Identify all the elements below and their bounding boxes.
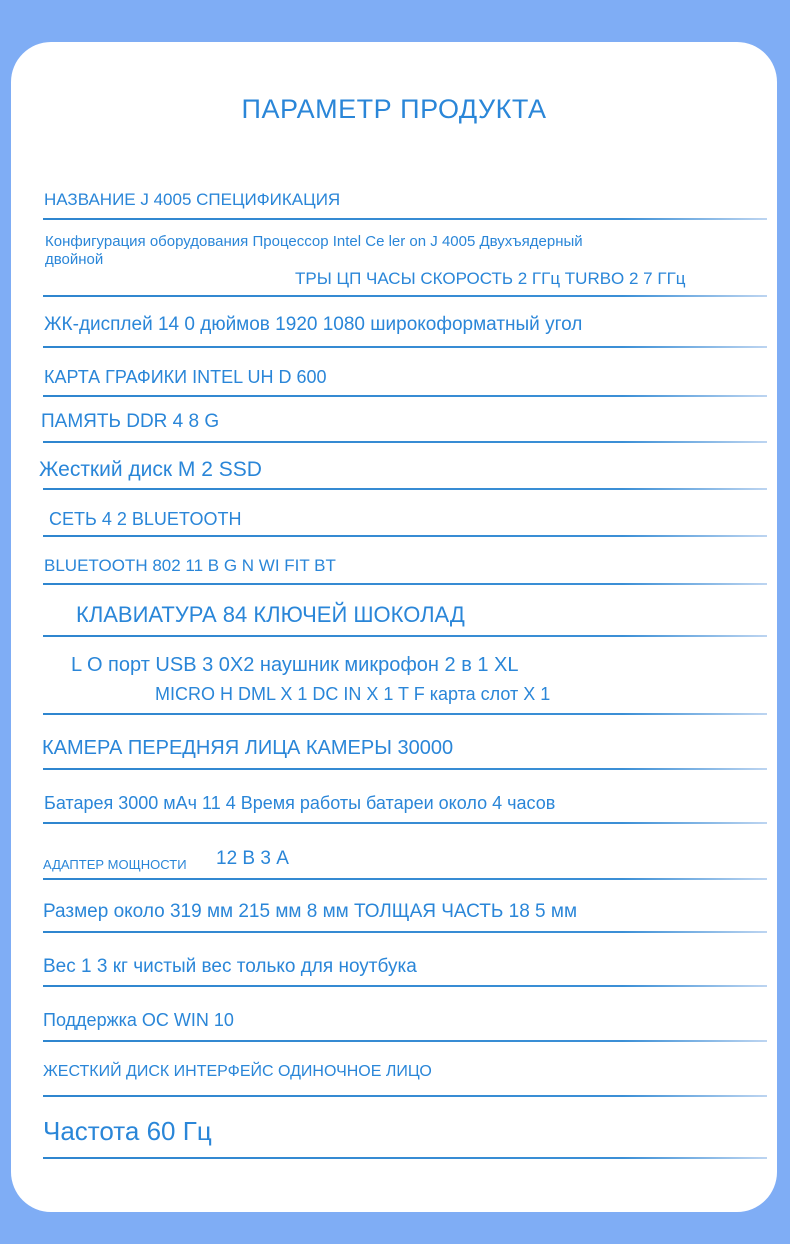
spec-text: ЖЕСТКИЙ ДИСК ИНТЕРФЕЙС ОДИНОЧНОЕ ЛИЦО bbox=[43, 1063, 432, 1080]
divider bbox=[43, 535, 767, 537]
divider bbox=[43, 583, 767, 585]
spec-text: ПАМЯТЬ DDR 4 8 G bbox=[41, 411, 220, 432]
divider bbox=[43, 346, 767, 348]
spec-text-line2: MICRO H DML X 1 DC IN X 1 T F карта слот X 1 bbox=[155, 684, 551, 704]
spec-label: АДАПТЕР МОЩНОСТИ bbox=[43, 857, 187, 872]
spec-text: Поддержка ОС WIN 10 bbox=[43, 1010, 234, 1030]
spec-text: Частота 60 Гц bbox=[43, 1116, 212, 1146]
divider bbox=[43, 878, 767, 880]
spec-text-line3: ТРЫ ЦП ЧАСЫ СКОРОСТЬ 2 ГГц TURBO 2 7 ГГц bbox=[295, 269, 686, 288]
divider bbox=[43, 635, 767, 637]
spec-text-line1: Конфигурация оборудования Процессор Intel Ce ler on J 4005 Двухъядерный bbox=[45, 233, 583, 250]
divider bbox=[43, 218, 767, 220]
spec-value: 12 В 3 А bbox=[216, 848, 289, 869]
divider bbox=[43, 295, 767, 297]
spec-text: Жесткий диск M 2 SSD bbox=[39, 458, 262, 481]
page-title: ПАРАМЕТР ПРОДУКТА bbox=[241, 94, 547, 124]
spec-text: Размер около 319 мм 215 мм 8 мм ТОЛЩАЯ ЧАСТЬ 18 5 мм bbox=[43, 901, 578, 922]
divider bbox=[43, 1157, 767, 1159]
spec-text: СЕТЬ 4 2 BLUETOOTH bbox=[49, 509, 242, 529]
spec-text: КАРТА ГРАФИКИ INTEL UH D 600 bbox=[44, 367, 327, 387]
spec-text: BLUETOOTH 802 11 B G N WI FIT BT bbox=[44, 556, 336, 575]
divider bbox=[43, 395, 767, 397]
spec-text: НАЗВАНИЕ J 4005 СПЕЦИФИКАЦИЯ bbox=[44, 190, 341, 209]
spec-card bbox=[11, 42, 777, 1212]
spec-text: Вес 1 3 кг чистый вес только для ноутбука bbox=[43, 956, 417, 977]
divider bbox=[43, 822, 767, 824]
spec-text: Батарея 3000 мАч 11 4 Время работы батареи около 4 часов bbox=[44, 793, 556, 813]
spec-text: КАМЕРА ПЕРЕДНЯЯ ЛИЦА КАМЕРЫ 30000 bbox=[42, 737, 454, 759]
divider bbox=[43, 1095, 767, 1097]
divider bbox=[43, 931, 767, 933]
divider bbox=[43, 985, 767, 987]
divider bbox=[43, 768, 767, 770]
divider bbox=[43, 488, 767, 490]
spec-text-line2: двойной bbox=[45, 251, 104, 268]
spec-text: ЖК-дисплей 14 0 дюймов 1920 1080 широкоформатный угол bbox=[44, 314, 583, 335]
divider bbox=[43, 713, 767, 715]
spec-text-line1: L O порт USB 3 0X2 наушник микрофон 2 в 1 XL bbox=[71, 654, 519, 676]
spec-text: КЛАВИАТУРА 84 КЛЮЧЕЙ ШОКОЛАД bbox=[76, 602, 465, 627]
divider bbox=[43, 1040, 767, 1042]
divider bbox=[43, 441, 767, 443]
